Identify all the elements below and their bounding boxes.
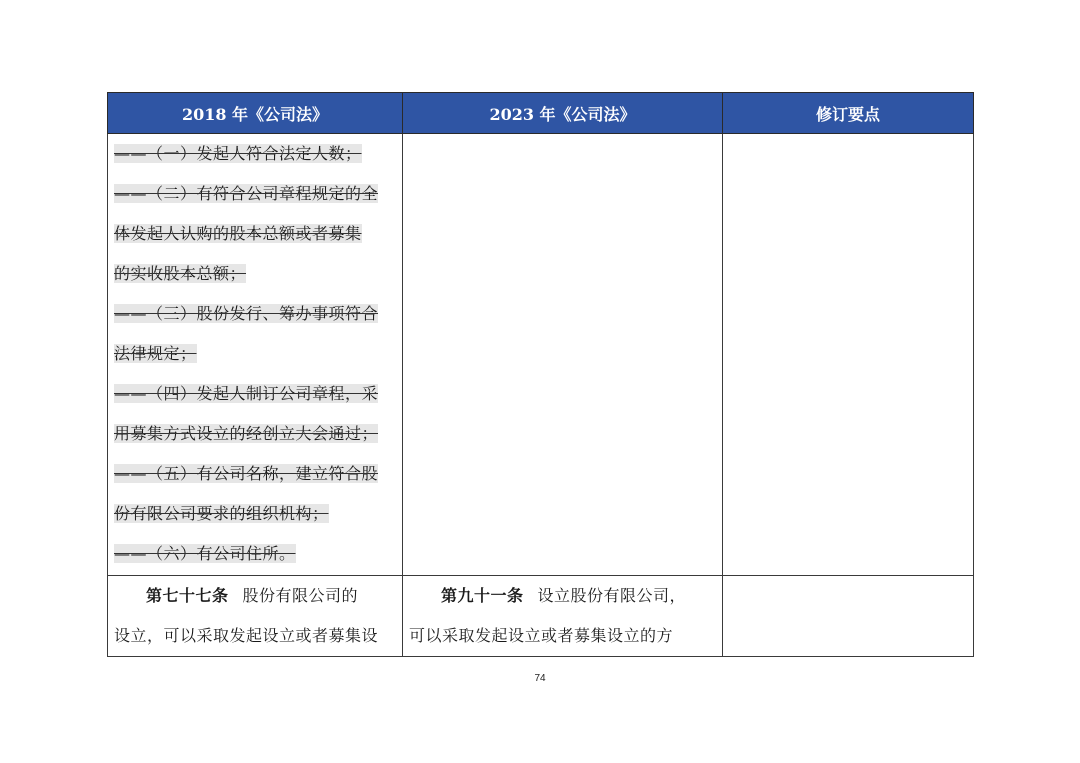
page-number: 74 xyxy=(534,673,546,684)
deleted-line: ——（五）有公司名称，建立符合股 xyxy=(114,464,379,483)
deleted-line: ——（三）股份发行、筹办事项符合 xyxy=(114,304,379,323)
article-old-text: 股份有限公司的 xyxy=(242,586,359,605)
table-row xyxy=(108,576,974,657)
deleted-line: 法律规定； xyxy=(114,344,197,363)
article-old-cell xyxy=(108,576,403,657)
deleted-line: 体发起人认购的股本总额或者募集 xyxy=(114,224,362,243)
header-revision-points: 修订要点 xyxy=(723,93,974,134)
deleted-clauses-cell xyxy=(108,134,403,576)
deleted-line: ——（四）发起人制订公司章程，采 xyxy=(114,384,379,403)
deleted-line: 的实收股本总额； xyxy=(114,264,247,283)
article-new-first-line xyxy=(409,576,716,616)
header-2018-law: 2018 年《公司法》 xyxy=(108,93,403,134)
article-old-first-line xyxy=(114,576,396,616)
deleted-line: ——（二）有符合公司章程规定的全 xyxy=(114,184,379,203)
article-old-second-line: 设立，可以采取发起设立或者募集设 xyxy=(114,626,379,645)
table-header-row xyxy=(108,93,974,134)
article-revision-cell xyxy=(723,576,974,657)
article-new-cell xyxy=(403,576,723,657)
table-row xyxy=(108,134,974,576)
deleted-line: 用募集方式设立的经创立大会通过； xyxy=(114,424,379,443)
empty-revision-cell xyxy=(723,134,974,576)
deleted-line: ——（一）发起人符合法定人数； xyxy=(114,144,362,163)
header-2023-law: 2023 年《公司法》 xyxy=(403,93,723,134)
empty-2023-cell xyxy=(403,134,723,576)
article-old-number: 第七十七条 xyxy=(146,586,229,605)
deleted-line: ——（六）有公司住所。 xyxy=(114,544,296,563)
deleted-line: 份有限公司要求的组织机构； xyxy=(114,504,329,523)
article-new-second-line: 可以采取发起设立或者募集设立的方 xyxy=(409,626,674,645)
article-new-text: 设立股份有限公司， xyxy=(537,586,687,605)
article-new-number: 第九十一条 xyxy=(441,586,524,605)
law-comparison-table xyxy=(107,92,974,657)
